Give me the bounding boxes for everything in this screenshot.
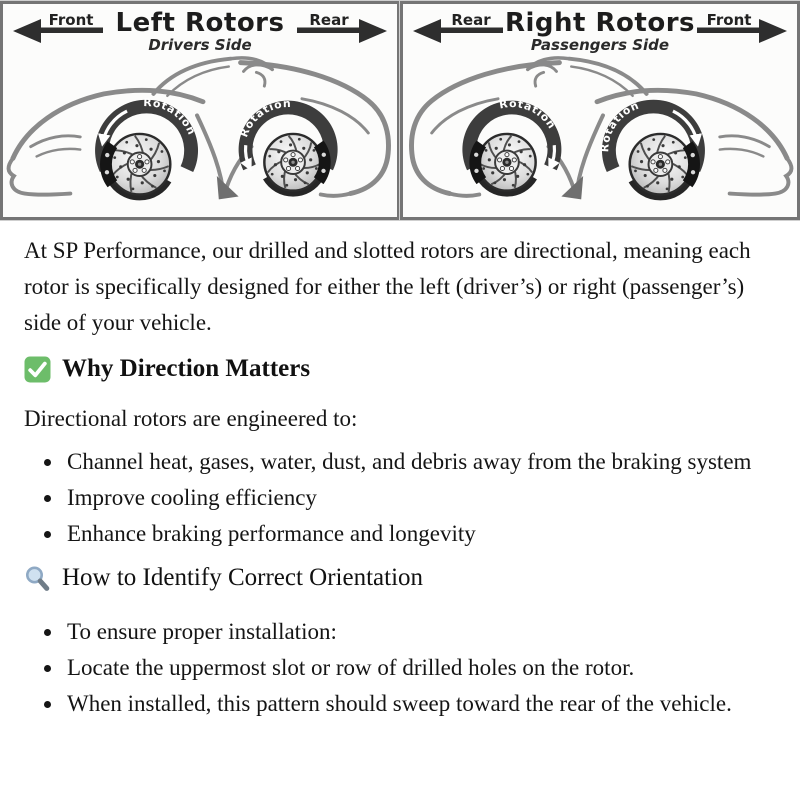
direction-label: Rear [309, 12, 349, 29]
left-panel-header [3, 4, 397, 53]
lead-text: Directional rotors are engineered to: [24, 406, 358, 431]
intro-paragraph: At SP Performance, our drilled and slotted rotors are directional, meaning each rotor is specifically designed for either the left (driver’s) or right (passenger’s) side of your vehicle. [24, 238, 751, 335]
panel-title-block [505, 10, 695, 53]
panel-title: Left Rotors [115, 8, 285, 38]
list-item: • Enhance braking performance and longevity [64, 516, 776, 552]
section-heading-why-direction-matters [24, 351, 776, 387]
front-direction-arrow [697, 12, 789, 43]
svg-text:Rotation: Rotation [598, 98, 642, 153]
list-item: • When installed, this pattern should sweep toward the rear of the vehicle. [64, 686, 776, 722]
rear-direction-arrow [411, 12, 503, 43]
panel-subtitle: Drivers Side [148, 36, 252, 54]
list-item: • Channel heat, gases, water, dust, and debris away from the braking system [64, 444, 776, 480]
panel-title: Right Rotors [504, 8, 695, 38]
panel-title-block [116, 10, 285, 53]
front-direction-arrow [11, 12, 103, 43]
panel-subtitle: Passengers Side [530, 36, 670, 54]
right-rotors-panel [400, 1, 800, 220]
list-item: • Locate the uppermost slot or row of drilled holes on the rotor. [64, 650, 776, 686]
benefits-list [24, 444, 776, 552]
list-item: • Improve cooling efficiency [64, 480, 776, 516]
svg-text:Rotation: Rotation [143, 96, 199, 138]
rotor-direction-diagram [0, 0, 800, 221]
list-item: • To ensure proper installation: [64, 614, 776, 650]
section-title: Why Direction Matters [62, 355, 311, 382]
right-panel-header [403, 4, 797, 53]
svg-text:Rotation: Rotation [237, 97, 292, 139]
left-rotors-panel [0, 1, 400, 220]
article-body [0, 221, 800, 740]
rear-direction-arrow [297, 12, 389, 43]
magnifier-icon [24, 565, 51, 592]
svg-text:Rotation: Rotation [498, 97, 559, 132]
section-heading-identify-orientation [24, 560, 776, 596]
check-mark-icon [24, 356, 51, 383]
direction-label: Front [48, 12, 94, 29]
section-title: How to Identify Correct Orientation [62, 564, 424, 591]
orientation-list [24, 614, 776, 722]
direction-label: Rear [451, 12, 491, 29]
direction-label: Front [706, 12, 752, 29]
